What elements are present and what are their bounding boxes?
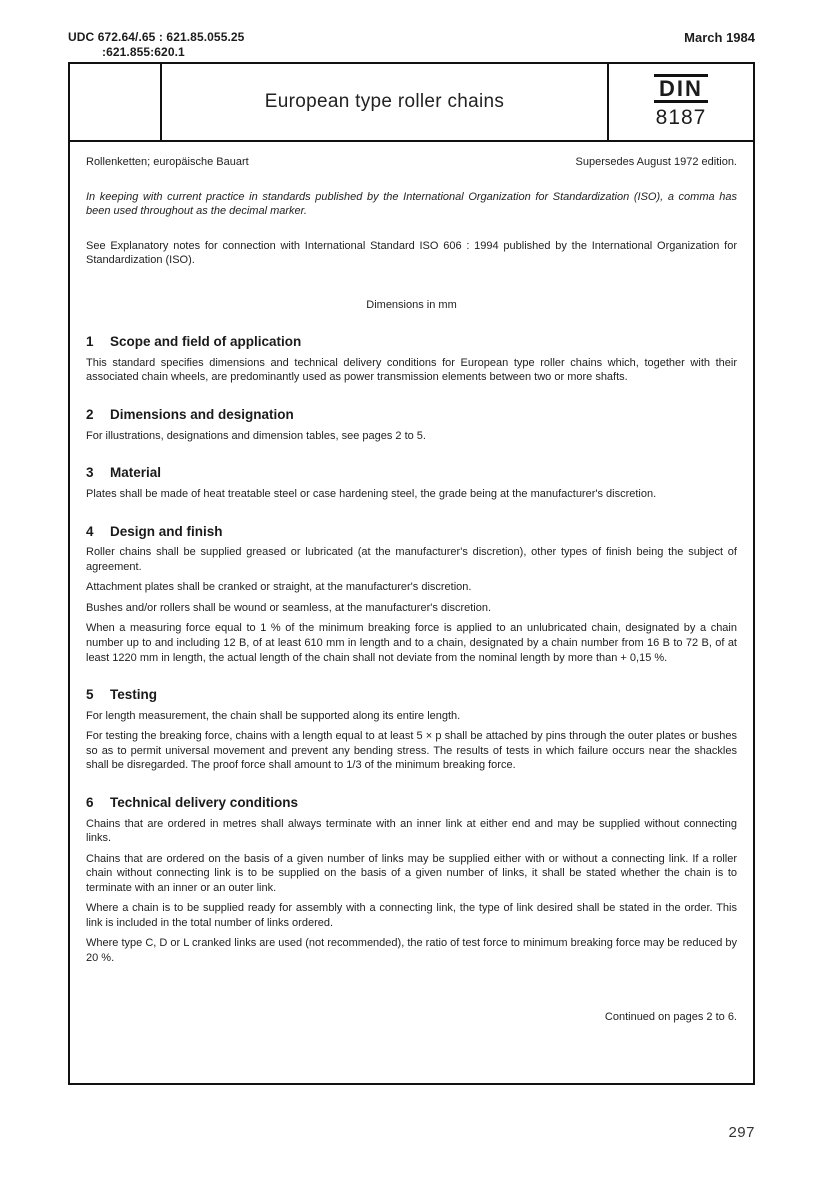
section-paragraph: For testing the breaking force, chains with a length equal to at least 5 × p shall be attached by pins through the outer plates or bushes so as to permit universal movement and prevent any bending stress. The results of tests in which failure occurs near the shackles shall be disregarded. The proof force shall amount to 1/3 of the minimum breaking force.: [86, 730, 737, 772]
section-title: Dimensions and designation: [110, 406, 294, 422]
section-heading: [86, 794, 737, 812]
section-paragraph: Where type C, D or L cranked links are used (not recommended), the ratio of test force to minimum breaking force may be reduced by 20 %.: [86, 937, 737, 964]
decimal-marker-note: In keeping with current practice in standards published by the International Organization for Standardization (ISO), a comma has been used throughout as the decimal marker.: [86, 190, 737, 218]
section-title: Testing: [110, 687, 157, 703]
din-designation-cell: [607, 64, 753, 140]
section-delivery-conditions: [86, 794, 737, 965]
section-heading: [86, 686, 737, 704]
standard-title: European type roller chains: [264, 91, 505, 112]
section-paragraph: For illustrations, designations and dimension tables, see pages 2 to 5.: [86, 429, 426, 442]
supersedes-note: Supersedes August 1972 edition.: [575, 156, 737, 168]
page-number: 297: [728, 1124, 755, 1141]
dimensions-note: Dimensions in mm: [366, 298, 457, 311]
section-heading: [86, 333, 737, 351]
continued-note: Continued on pages 2 to 6.: [604, 1011, 737, 1024]
section-dimensions: [86, 406, 737, 443]
section-heading: [86, 464, 737, 482]
section-title: Design and finish: [110, 523, 223, 539]
section-number: 3: [86, 465, 94, 481]
section-material: [86, 464, 737, 501]
explanatory-note: See Explanatory notes for connection with International Standard ISO 606 : 1994 published by the International Organization for Standardization (ISO).: [86, 239, 737, 267]
section-paragraph: This standard specifies dimensions and technical delivery conditions for European type roller chains which, together with their associated chain wheels, are predominantly used as power transmission elements between two or more shafts.: [86, 356, 737, 384]
udc-number: [68, 30, 244, 60]
section-paragraph: Plates shall be made of heat treatable steel or case hardening steel, the grade being at the manufacturer's discretion.: [86, 488, 657, 501]
standard-number: 8187: [655, 106, 707, 130]
section-heading: [86, 523, 737, 541]
section-number: 1: [86, 334, 94, 350]
document-body: [70, 142, 753, 1083]
section-number: 5: [86, 687, 94, 703]
section-paragraph: Bushes and/or rollers shall be wound or seamless, at the manufacturer's discretion.: [86, 601, 492, 614]
section-paragraph: Roller chains shall be supplied greased or lubricated (at the manufacturer's discretion), other types of finish being the subject of agreement.: [86, 546, 737, 573]
udc-line1: UDC 672.64/.65 : 621.85.055.25: [68, 30, 245, 44]
section-paragraph: For length measurement, the chain shall be supported along its entire length.: [86, 709, 461, 722]
section-number: 6: [86, 794, 94, 810]
section-testing: [86, 686, 737, 773]
section-design-finish: [86, 523, 737, 665]
subtitle-row: [86, 155, 737, 170]
section-number: 2: [86, 406, 94, 422]
section-paragraph: Chains that are ordered on the basis of a given number of links may be supplied either with or without a connecting link. If a roller chain without connecting link is to be supplied on the basis of a given number of links, it shall be stated whether the chain is to terminate with an inner or an outer link.: [86, 852, 737, 894]
title-block: [70, 64, 753, 142]
section-paragraph: When a measuring force equal to 1 % of the minimum breaking force is applied to an unlubricated chain, designated by a chain number up to and including 12 B, of at least 610 mm in length and to a chain, designated by a chain number from 16 B to 72 B, of at least 1220 mm in length, the actual length of the chain shall not deviate from the nominal length by more than + 0,15 %.: [86, 622, 737, 664]
standard-frame: [68, 62, 755, 1085]
issue-date: March 1984: [684, 30, 755, 45]
section-paragraph: Where a chain is to be supplied ready for assembly with a connecting link, the type of link desired shall be stated in the order. This link is included in the total number of links ordered.: [86, 902, 737, 929]
german-subtitle: Rollenketten; europäische Bauart: [86, 156, 249, 168]
section-scope: [86, 333, 737, 385]
section-title: Scope and field of application: [110, 334, 302, 350]
udc-line2: :621.855:620.1: [102, 45, 185, 59]
top-meta-row: [68, 30, 755, 60]
section-paragraph: Chains that are ordered in metres shall always terminate with an inner link at either end and may be supplied without connecting links.: [86, 817, 737, 845]
section-number: 4: [86, 523, 94, 539]
section-heading: [86, 406, 737, 424]
din-logo: DIN: [654, 74, 708, 103]
section-title: Technical delivery conditions: [110, 794, 299, 810]
title-block-left-cell: [70, 64, 162, 140]
section-paragraph: Attachment plates shall be cranked or straight, at the manufacturer's discretion.: [86, 581, 472, 594]
section-title: Material: [110, 465, 162, 481]
